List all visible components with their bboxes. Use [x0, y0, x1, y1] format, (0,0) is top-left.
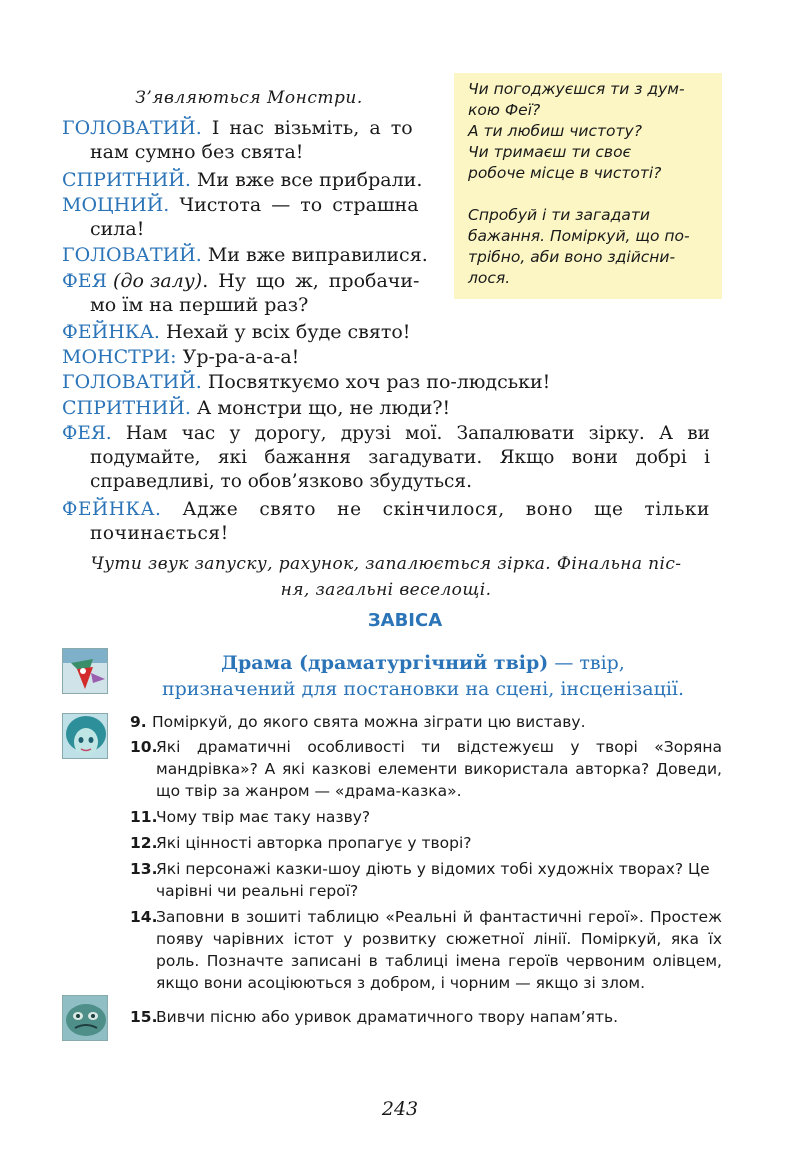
theater-mask-icon [62, 648, 108, 694]
curtain-heading: ЗАВІСА [367, 610, 443, 631]
fairy-face-icon [62, 713, 108, 759]
speaker-name: ГОЛОВАТИЙ. [62, 371, 202, 393]
question-number: 13. [130, 860, 158, 878]
definition-text: — твір, [548, 652, 625, 674]
dialogue-line [62, 396, 710, 420]
speaker-name: ФЕЙНКА. [62, 321, 160, 343]
page-number: 243 [381, 1098, 419, 1120]
dialogue-line [62, 269, 438, 317]
questions-list [130, 711, 722, 1031]
line-text: І нас візьміть, а то [201, 117, 413, 139]
reflection-box [454, 73, 722, 299]
question-text: Чому твір має таку назву? [156, 808, 371, 826]
speaker-name: МОНСТРИ: [62, 346, 177, 368]
box-line: лося. [468, 269, 511, 287]
line-text: А монстри що, не люди?! [190, 397, 451, 419]
box-line: кою Феї? [468, 101, 541, 119]
box-line: бажання. Поміркуй, що по- [468, 227, 690, 245]
line-text: Нам час у дорогу, друзі мої. Запалювати зірку. А ви подумайте, які бажання загадувати. Якщо вони добрі і справедливі, то обов’язково збудуться. [90, 423, 710, 492]
speaker-name: ГОЛОВАТИЙ. [62, 244, 202, 266]
question-item [130, 711, 722, 733]
question-number: 12. [130, 834, 158, 852]
line-continuation: нам сумно без свята! [90, 141, 304, 163]
dialogue-line [62, 243, 438, 267]
speaker-name: ФЕЯ. [62, 423, 112, 444]
dialogue-line [62, 168, 438, 192]
line-text: Адже свято не скінчилося, воно ще тільки починається! [90, 499, 710, 544]
line-continuation: сила! [90, 218, 145, 240]
line-continuation: мо їм на перший раз? [90, 294, 309, 316]
question-text: Які персонажі казки-шоу діють у відомих тобі художніх творах? Це чарівні чи реальні герої? [156, 860, 710, 900]
question-item [130, 832, 722, 854]
line-text: Нехай у всіх буде свято! [159, 321, 411, 343]
question-text: Заповни в зошиті таблицю «Реальні й фантастичні герої». Простеж появу чарівних істот у розвитку сюжетної лінії. Поміркуй, яка їх роль. Позначте записані в таблиці імена героїв червоним олівцем, якщо вони асоціюються з добром, і чорним — якщо зі злом. [156, 908, 722, 992]
definition-term: Драма (драматургічний твір) [221, 652, 549, 674]
line-text: Ур-ра-а-а-а! [176, 346, 300, 368]
dialogue-line [62, 498, 710, 546]
question-text: Вивчи пісню або уривок драматичного твору напам’ять. [156, 1008, 619, 1026]
question-number: 11. [130, 808, 158, 826]
dialogue-line [62, 345, 710, 369]
dialogue-line [62, 116, 438, 164]
monster-face-icon [62, 995, 108, 1041]
question-item [130, 858, 722, 902]
speaker-name: СПРИТНИЙ. [62, 169, 191, 191]
box-line: Чи погоджуєшся ти з дум- [468, 80, 685, 98]
definition-text: призначений для постановки на сцені, інсценізації. [161, 678, 685, 700]
line-text: Ми вже виправилися. [201, 244, 428, 266]
box-line: Чи тримаєш ти своє [468, 143, 632, 161]
speaker-name: СПРИТНИЙ. [62, 397, 191, 419]
box-line: робоче місце в чистоті? [468, 164, 662, 182]
stage-direction-top: З’являються Монстри. [135, 88, 363, 108]
stage-direction-line: ня, загальні веселощі. [280, 580, 492, 600]
stage-direction-final [62, 551, 710, 603]
dialogue-line [62, 320, 710, 344]
line-text: . Ну що ж, пробачи- [202, 270, 420, 292]
question-item [130, 736, 722, 802]
question-number: 15. [130, 1008, 158, 1026]
dialogue-line [62, 370, 710, 394]
question-item [130, 906, 722, 994]
box-line: Спробуй і ти загадати [468, 206, 650, 224]
line-text: Чистота — то страшна [169, 194, 419, 216]
line-text: Посвяткуємо хоч раз по-людськи! [201, 371, 551, 393]
question-text: Поміркуй, до якого свята можна зіграти цю виставу. [152, 713, 586, 731]
question-item [130, 806, 722, 828]
drama-definition [130, 650, 716, 702]
stage-remark: (до залу) [113, 270, 203, 292]
question-text: Які драматичні особливості ти відстежуєш у творі «Зоряна мандрівка»? А які казкові елементи використала авторка? Доведи, що твір за жанром — «драма-казка». [156, 738, 722, 800]
dialogue-line [62, 193, 438, 241]
dialogue-line [62, 422, 710, 494]
speaker-name: ГОЛОВАТИЙ. [62, 117, 202, 139]
question-item [130, 1006, 722, 1028]
line-text: Ми вже все прибрали. [190, 169, 423, 191]
stage-direction-line: Чути звук запуску, рахунок, запалюється зірка. Фінальна піс- [90, 554, 682, 574]
question-number: 14. [130, 908, 158, 926]
box-line: А ти любиш чистоту? [468, 122, 642, 140]
speaker-name: ФЕЯ [62, 270, 107, 292]
box-line: трібно, аби воно здійсни- [468, 248, 676, 266]
question-text: Які цінності авторка пропагує у творі? [156, 834, 472, 852]
question-number: 10. [130, 738, 158, 756]
speaker-name: МОЦНИЙ. [62, 194, 170, 216]
speaker-name: ФЕЙНКА. [62, 499, 162, 520]
question-number: 9. [130, 713, 147, 731]
